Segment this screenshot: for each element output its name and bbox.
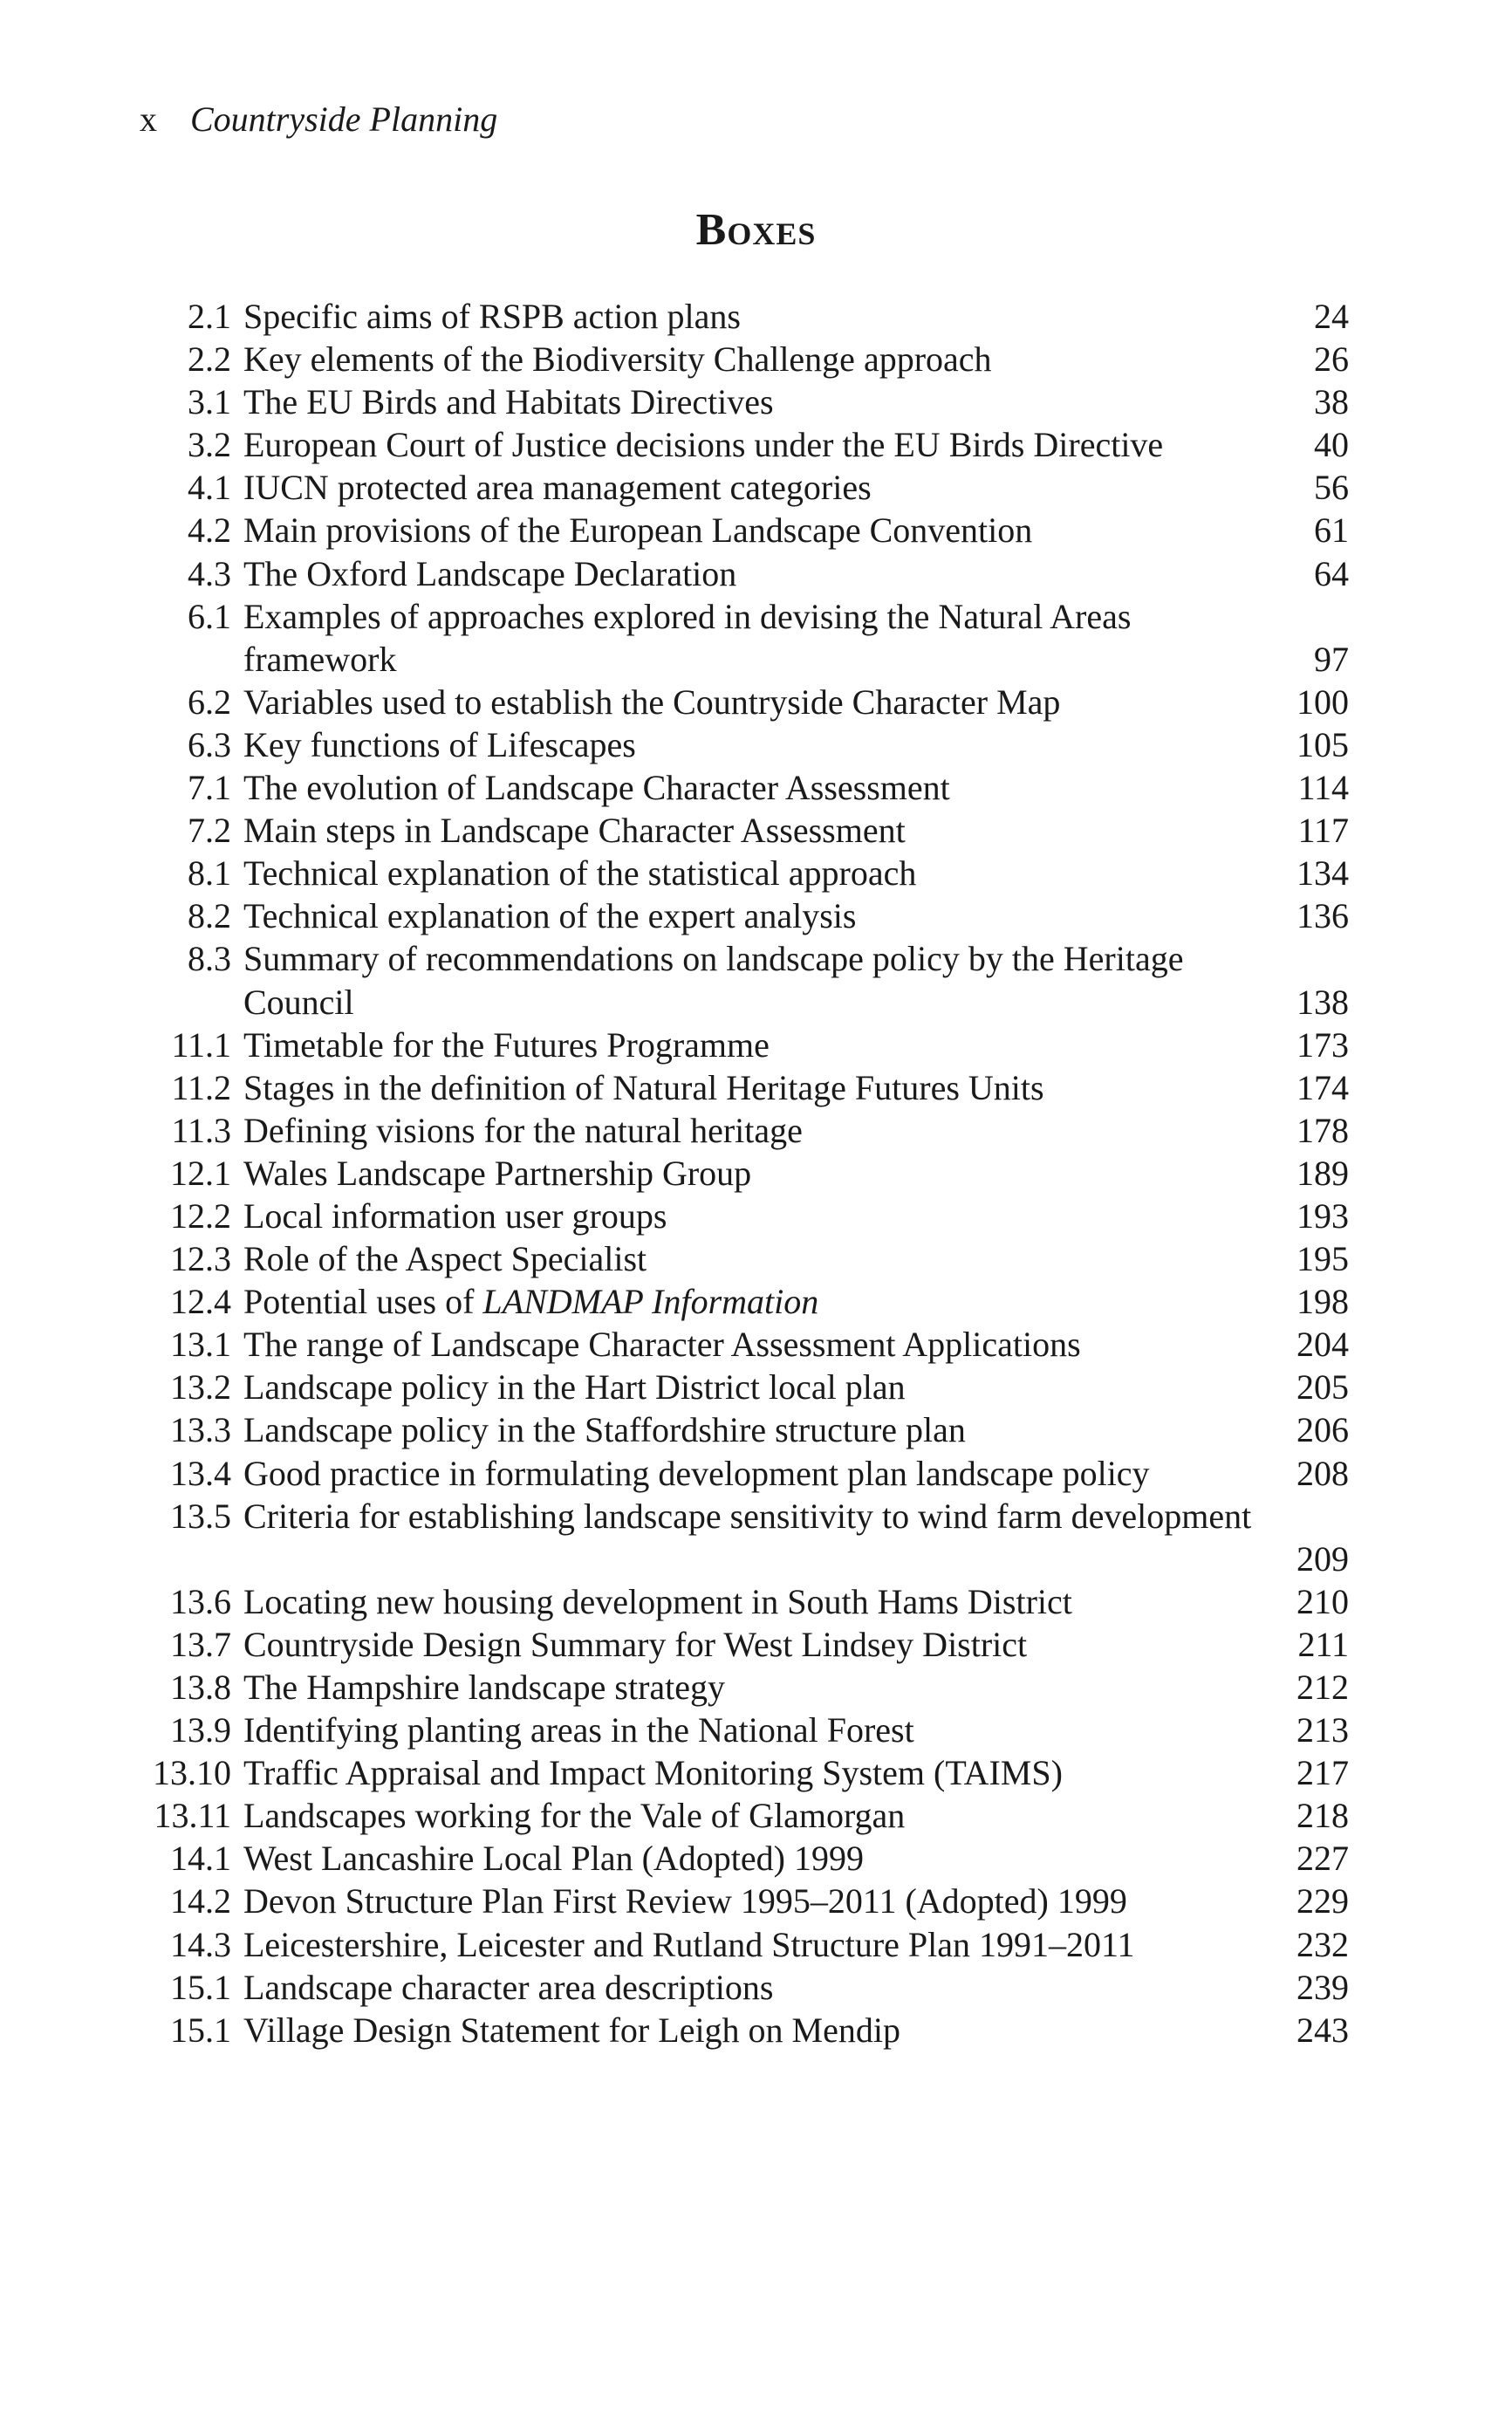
box-title <box>243 295 1255 338</box>
box-title <box>243 1580 1255 1623</box>
page-number: 24 <box>1314 297 1349 336</box>
page-number: 209 <box>1296 1538 1349 1579</box>
list-item <box>0 1195 1512 1237</box>
box-title <box>243 1452 1255 1495</box>
page-number: 105 <box>1296 724 1349 764</box>
list-item <box>0 809 1512 852</box>
box-number: 13.8 <box>170 1668 231 1707</box>
box-title <box>243 1152 1255 1195</box>
box-title <box>243 852 1255 894</box>
box-title <box>243 423 1255 466</box>
page-number: 178 <box>1296 1110 1349 1150</box>
box-title <box>243 1195 1255 1237</box>
box-title <box>243 1623 1255 1666</box>
page-number: 211 <box>1297 1624 1349 1664</box>
box-title-text: Specific aims of RSPB action plans <box>243 297 741 336</box>
page-number: 136 <box>1296 896 1349 936</box>
page-number: 114 <box>1297 768 1349 808</box>
box-title-text: Leicestershire, Leicester and Rutland Structure Plan 1991–2011 <box>243 1924 1135 1964</box>
box-title-text: IUCN protected area management categories <box>243 468 872 508</box>
box-title-italic: LANDMAP Information <box>482 1282 819 1322</box>
box-number: 11.2 <box>171 1067 231 1107</box>
box-number: 4.1 <box>188 468 231 508</box>
box-number: 14.3 <box>170 1924 231 1964</box>
box-title <box>243 1024 1255 1066</box>
list-item <box>0 509 1512 551</box>
box-number: 13.4 <box>170 1453 231 1493</box>
list-item <box>0 295 1512 338</box>
box-title-text: The EU Birds and Habitats Directives <box>243 382 774 422</box>
box-number: 2.1 <box>188 297 231 336</box>
list-item <box>0 2009 1512 2051</box>
list-item <box>0 1280 1512 1323</box>
box-title <box>243 338 1255 380</box>
page-number: 229 <box>1296 1881 1349 1921</box>
page-number: 189 <box>1296 1153 1349 1193</box>
box-title-text: Devon Structure Plan First Review 1995–2011 (Adopted) 1999 <box>243 1881 1127 1921</box>
box-title <box>243 1408 1255 1451</box>
list-item <box>0 1066 1512 1109</box>
page-number: 38 <box>1314 382 1349 422</box>
page-number: 174 <box>1296 1067 1349 1107</box>
list-item <box>0 1408 1512 1451</box>
box-title <box>243 894 1255 937</box>
box-title-text: The Hampshire landscape strategy <box>243 1668 726 1707</box>
list-item <box>0 1237 1512 1280</box>
page-number: 213 <box>1296 1710 1349 1750</box>
page-number: 64 <box>1314 553 1349 593</box>
box-number: 15.1 <box>170 1967 231 2007</box>
box-title-text: Landscape policy in the Staffordshire structure plan <box>243 1410 966 1450</box>
box-title <box>243 595 1255 681</box>
list-item <box>0 1666 1512 1709</box>
box-number: 11.3 <box>171 1110 231 1150</box>
box-title-text: Village Design Statement for Leigh on Mendip <box>243 2010 900 2050</box>
box-title-text: Technical explanation of the expert analysis <box>243 896 857 936</box>
box-title-text: Stages in the definition of Natural Heritage Futures Units <box>243 1067 1044 1107</box>
list-item <box>0 1709 1512 1751</box>
box-title-text: Main steps in Landscape Character Assessment <box>243 811 906 851</box>
list-item <box>0 1152 1512 1195</box>
list-item <box>0 681 1512 723</box>
box-title-text: Variables used to establish the Countryside Character Map <box>243 682 1061 722</box>
page-number: 232 <box>1296 1924 1349 1964</box>
box-number: 3.2 <box>188 425 231 465</box>
page-number: 26 <box>1314 339 1349 380</box>
list-item <box>0 1452 1512 1495</box>
box-title-text: Summary of recommendations on landscape policy by the Heritage Council <box>243 939 1184 1022</box>
box-title-text: Criteria for establishing landscape sensitivity to wind farm development <box>243 1496 1252 1536</box>
box-title <box>243 552 1255 595</box>
list-item <box>0 380 1512 423</box>
box-number: 2.2 <box>188 339 231 380</box>
box-number: 12.4 <box>170 1282 231 1322</box>
box-title-text: Potential uses of <box>243 1282 475 1322</box>
box-number: 13.11 <box>154 1796 231 1836</box>
box-number: 13.9 <box>170 1710 231 1750</box>
box-number: 13.7 <box>170 1624 231 1664</box>
box-title <box>243 1323 1255 1366</box>
box-title-text: Good practice in formulating development plan landscape policy <box>243 1453 1150 1493</box>
box-title <box>243 1923 1255 1966</box>
box-number: 15.1 <box>170 2010 231 2050</box>
page-number: 218 <box>1296 1796 1349 1836</box>
page-number: 206 <box>1296 1410 1349 1450</box>
page-number: 138 <box>1296 982 1349 1022</box>
box-title <box>243 1709 1255 1751</box>
box-number: 13.3 <box>170 1410 231 1450</box>
box-title <box>243 1109 1255 1152</box>
list-item <box>0 1880 1512 1922</box>
page-number: 210 <box>1296 1581 1349 1621</box>
list-item <box>0 1024 1512 1066</box>
box-number: 13.6 <box>170 1581 231 1621</box>
list-item <box>0 1923 1512 1966</box>
page-number: 117 <box>1297 811 1349 851</box>
page-number: 173 <box>1296 1024 1349 1065</box>
list-item <box>0 723 1512 766</box>
list-item <box>0 338 1512 380</box>
running-head <box>140 98 497 141</box>
box-title-text: Role of the Aspect Specialist <box>243 1239 647 1279</box>
box-title <box>243 1237 1255 1280</box>
page-folio: x <box>140 99 157 139</box>
box-number: 12.1 <box>170 1153 231 1193</box>
page-number: 56 <box>1314 468 1349 508</box>
box-number: 12.3 <box>170 1239 231 1279</box>
box-number: 11.1 <box>171 1024 231 1065</box>
box-title-text: Landscape character area descriptions <box>243 1967 774 2007</box>
box-title <box>243 466 1255 509</box>
box-title-text: Wales Landscape Partnership Group <box>243 1153 752 1193</box>
box-title-text: The range of Landscape Character Assessment Applications <box>243 1325 1081 1365</box>
page-number: 227 <box>1296 1839 1349 1879</box>
box-number: 14.1 <box>170 1839 231 1879</box>
page-number: 97 <box>1314 639 1349 679</box>
box-title <box>243 723 1255 766</box>
box-title-text: The Oxford Landscape Declaration <box>243 553 737 593</box>
list-item <box>0 1366 1512 1408</box>
page-number: 195 <box>1296 1239 1349 1279</box>
box-number: 13.2 <box>170 1367 231 1408</box>
list-item <box>0 766 1512 809</box>
page-number: 217 <box>1296 1753 1349 1793</box>
box-number: 12.2 <box>170 1195 231 1236</box>
box-title <box>243 2009 1255 2051</box>
box-title-text: West Lancashire Local Plan (Adopted) 1999 <box>243 1839 864 1879</box>
list-item <box>0 1495 1512 1580</box>
box-title-text: Traffic Appraisal and Impact Monitoring System (TAIMS) <box>243 1753 1063 1793</box>
page-number: 134 <box>1296 853 1349 894</box>
list-item <box>0 1837 1512 1880</box>
page-number: 205 <box>1296 1367 1349 1408</box>
box-number: 8.2 <box>188 896 231 936</box>
page-title: Boxes <box>695 205 817 255</box>
box-title-text: Local information user groups <box>243 1195 667 1236</box>
list-item <box>0 423 1512 466</box>
page-number: 198 <box>1296 1282 1349 1322</box>
box-title-text: The evolution of Landscape Character Assessment <box>243 768 950 808</box>
page-number: 208 <box>1296 1453 1349 1493</box>
page-number: 204 <box>1296 1325 1349 1365</box>
list-item <box>0 595 1512 681</box>
box-title <box>243 1066 1255 1109</box>
box-title <box>243 1880 1255 1922</box>
box-number: 8.1 <box>188 853 231 894</box>
list-item <box>0 852 1512 894</box>
box-number: 4.2 <box>188 510 231 551</box>
box-title-text: Defining visions for the natural heritage <box>243 1110 803 1150</box>
box-number: 7.2 <box>188 811 231 851</box>
box-title-text: Examples of approaches explored in devising the Natural Areas framework <box>243 596 1132 679</box>
box-number: 7.1 <box>188 768 231 808</box>
boxes-list <box>0 295 1512 2051</box>
page-number: 61 <box>1314 510 1349 551</box>
page-number: 40 <box>1314 425 1349 465</box>
box-number: 13.5 <box>170 1496 231 1536</box>
box-title-text: Key elements of the Biodiversity Challenge approach <box>243 339 992 380</box>
list-item <box>0 1794 1512 1837</box>
list-item <box>0 466 1512 509</box>
box-title <box>243 380 1255 423</box>
list-item <box>0 894 1512 937</box>
box-number: 6.2 <box>188 682 231 722</box>
box-number: 13.1 <box>170 1325 231 1365</box>
list-item <box>0 1623 1512 1666</box>
page-number: 100 <box>1296 682 1349 722</box>
box-title <box>243 1837 1255 1880</box>
list-item <box>0 937 1512 1023</box>
box-number: 6.3 <box>188 724 231 764</box>
page-number: 212 <box>1296 1668 1349 1707</box>
running-head-title: Countryside Planning <box>190 99 498 139</box>
box-title-text: Timetable for the Futures Programme <box>243 1024 770 1065</box>
box-title-text: Countryside Design Summary for West Lindsey District <box>243 1624 1028 1664</box>
list-item <box>0 1580 1512 1623</box>
list-item <box>0 552 1512 595</box>
box-number: 14.2 <box>170 1881 231 1921</box>
list-item <box>0 1751 1512 1794</box>
box-title-text: European Court of Justice decisions under the EU Birds Directive <box>243 425 1164 465</box>
list-item <box>0 1323 1512 1366</box>
box-number: 13.10 <box>153 1753 231 1793</box>
box-title <box>243 681 1255 723</box>
box-title <box>243 1366 1255 1408</box>
list-item <box>0 1109 1512 1152</box>
box-title-text: Key functions of Lifescapes <box>243 724 636 764</box>
box-title-text: Landscape policy in the Hart District local plan <box>243 1367 906 1408</box>
box-title-text: Main provisions of the European Landscape Convention <box>243 510 1033 551</box>
page-number: 239 <box>1296 1967 1349 2007</box>
box-title <box>243 509 1255 551</box>
box-number: 6.1 <box>188 596 231 636</box>
page-number: 193 <box>1296 1195 1349 1236</box>
box-title <box>243 809 1255 852</box>
box-title <box>243 937 1255 1023</box>
box-title-text: Technical explanation of the statistical approach <box>243 853 917 894</box>
page-number: 243 <box>1296 2010 1349 2050</box>
box-title <box>243 1751 1255 1794</box>
box-number: 3.1 <box>188 382 231 422</box>
box-title <box>243 766 1255 809</box>
box-title <box>243 1666 1255 1709</box>
box-title <box>243 1794 1255 1837</box>
box-number: 4.3 <box>188 553 231 593</box>
box-title-text: Identifying planting areas in the National Forest <box>243 1710 914 1750</box>
box-title <box>243 1280 1255 1323</box>
box-title <box>243 1495 1255 1538</box>
box-title-text: Locating new housing development in South Hams District <box>243 1581 1072 1621</box>
list-item <box>0 1966 1512 2009</box>
box-number: 8.3 <box>188 939 231 979</box>
box-title-text: Landscapes working for the Vale of Glamorgan <box>243 1796 906 1836</box>
box-title <box>243 1966 1255 2009</box>
